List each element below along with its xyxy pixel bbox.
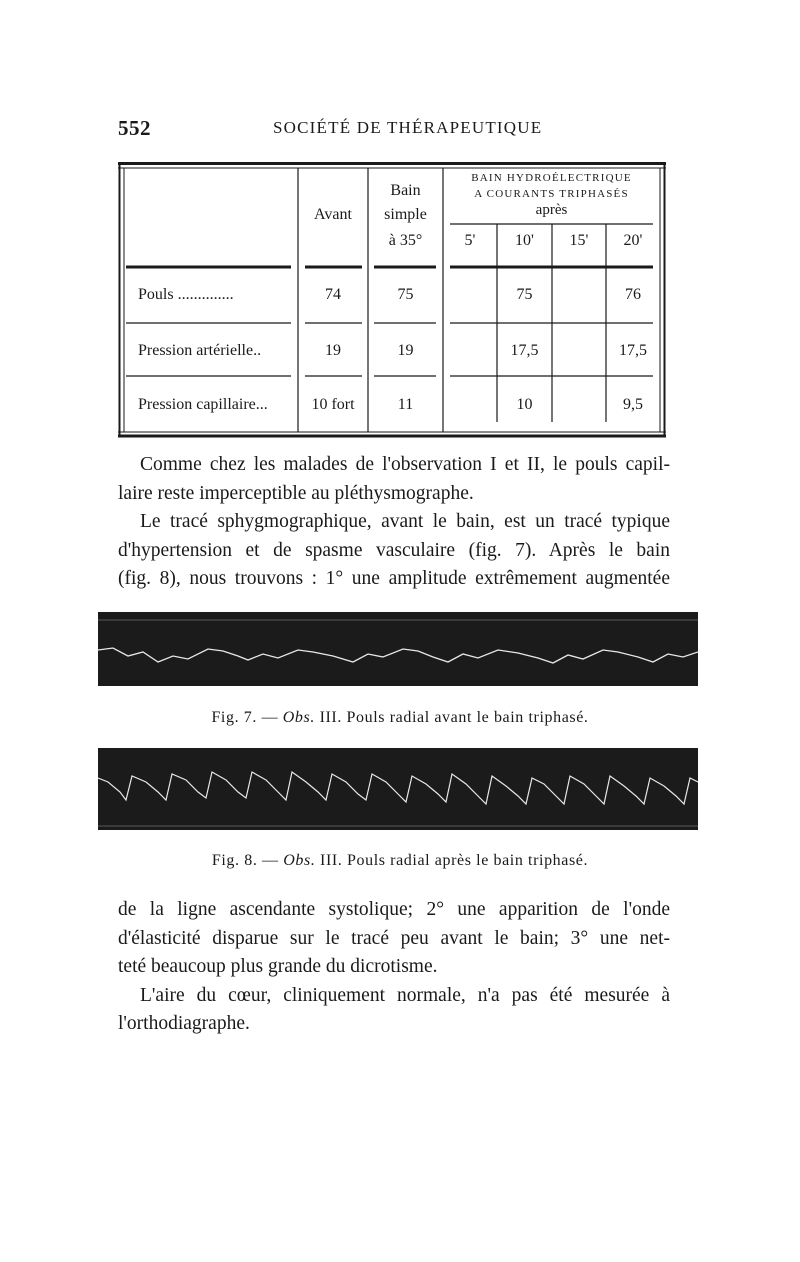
col-bain-header-1: Bain	[390, 182, 421, 199]
group-header-apres: après	[535, 202, 568, 218]
caption-text: III. Pouls radial après le bain triphasé.	[315, 852, 589, 869]
paragraph-2-line: de la ligne ascendante systolique; 2° une apparition de l'onde	[118, 899, 670, 920]
cell-arterielle-avant: 19	[325, 342, 341, 359]
trace-line	[98, 772, 698, 804]
paragraph-1-line: (fig. 8), nous trouvons : 1° une amplitude extrêmement augmentée	[118, 568, 670, 589]
cell-pouls-bain: 75	[397, 286, 414, 303]
figure-7-caption	[0, 709, 800, 727]
cell-arterielle-bain: 19	[397, 342, 414, 359]
paragraph-1	[118, 451, 670, 594]
caption-prefix: Fig. 7. —	[211, 709, 283, 726]
row-label-pression-arterielle: Pression artérielle..	[138, 342, 262, 359]
cell-pouls-avant: 74	[325, 286, 341, 303]
cell-capillaire-avant: 10 fort	[311, 396, 355, 413]
running-header	[118, 116, 678, 140]
trace-line	[98, 648, 698, 663]
col-bain-header-2: simple	[384, 206, 427, 223]
group-header-line2: A COURANTS TRIPHASÉS	[474, 188, 629, 200]
figure-7-pulse-trace	[98, 612, 698, 686]
paragraph-2	[118, 896, 670, 1039]
caption-text: III. Pouls radial avant le bain triphasé.	[314, 709, 589, 726]
caption-obs: Obs.	[283, 852, 316, 869]
paragraph-1-line: d'hypertension et de spasme vasculaire (fig. 7). Après le bain	[118, 539, 670, 561]
col-bain-header-3: à 35°	[388, 232, 423, 249]
cell-capillaire-bain: 11	[397, 396, 414, 413]
cell-arterielle-20: 17,5	[619, 342, 647, 359]
paragraph-2-line: l'orthodiagraphe.	[118, 1013, 250, 1034]
figure-8-pulse-trace	[98, 748, 698, 830]
subcol-15: 15'	[569, 232, 589, 249]
subcol-10: 10'	[515, 232, 534, 249]
running-title: SOCIÉTÉ DE THÉRAPEUTIQUE	[273, 118, 543, 137]
paragraph-1-line: Comme chez les malades de l'observation I et II, le pouls capil-	[140, 454, 670, 475]
paragraph-2-line: teté beaucoup plus grande du dicrotisme.	[118, 956, 438, 977]
cell-arterielle-10: 17,5	[510, 342, 539, 359]
col-avant-header: Avant	[314, 206, 352, 223]
caption-prefix: Fig. 8. —	[211, 852, 284, 869]
data-table	[118, 162, 666, 438]
cell-capillaire-10: 10	[516, 396, 533, 413]
paragraph-2-line: L'aire du cœur, cliniquement normale, n'a pas été mesurée à	[140, 984, 670, 1006]
cell-pouls-20: 76	[625, 286, 641, 303]
figure-8-caption	[0, 852, 800, 870]
paragraph-1-line: Le tracé sphygmographique, avant le bain, est un tracé typique	[140, 511, 670, 532]
paragraph-2-line: d'élasticité disparue sur le tracé peu avant le bain; 3° une net-	[118, 927, 670, 949]
group-header-line1: BAIN HYDROÉLECTRIQUE	[471, 172, 632, 184]
paragraph-1-line: laire reste imperceptible au pléthysmographe.	[118, 482, 474, 504]
caption-obs: Obs.	[282, 709, 315, 726]
subcol-5: 5'	[464, 232, 476, 249]
cell-capillaire-20: 9,5	[623, 396, 643, 413]
row-label-pouls: Pouls ..............	[138, 286, 234, 303]
page-number: 552	[118, 116, 151, 140]
cell-pouls-10: 75	[516, 286, 533, 303]
subcol-20: 20'	[623, 232, 643, 249]
row-label-pression-capillaire: Pression capillaire...	[138, 396, 268, 413]
